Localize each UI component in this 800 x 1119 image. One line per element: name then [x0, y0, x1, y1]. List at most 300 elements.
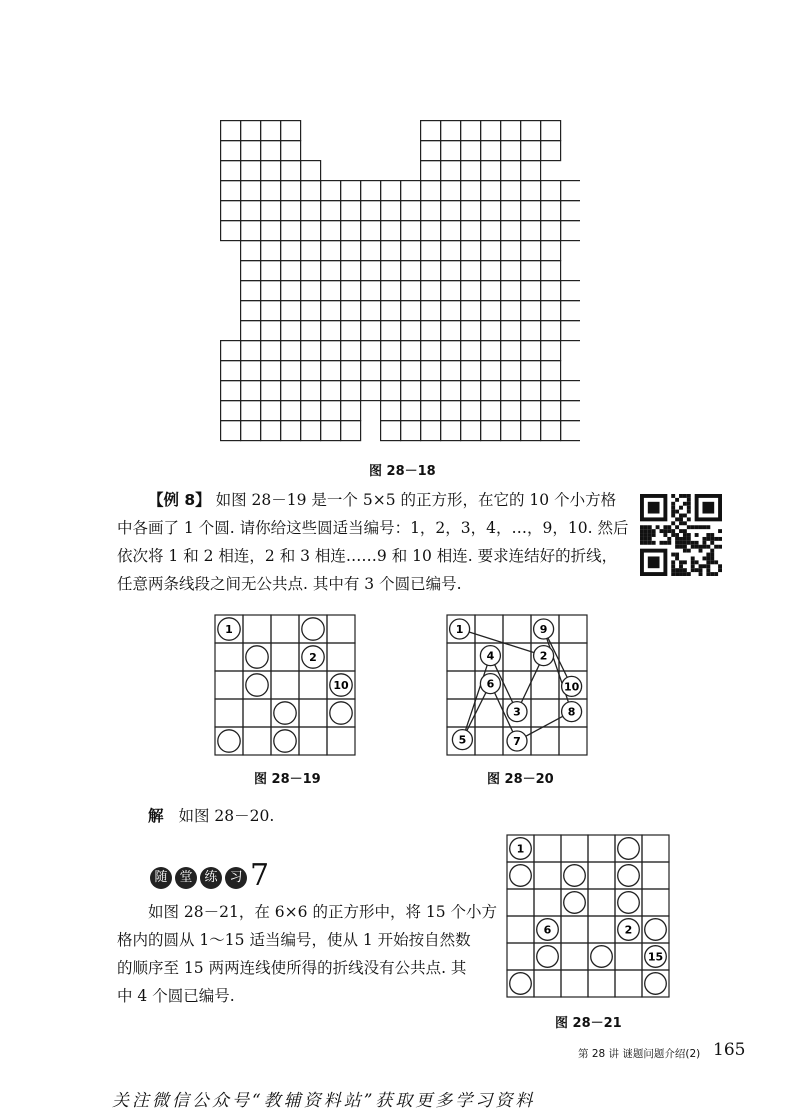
grid-cell	[507, 916, 534, 943]
practice-number: 7	[250, 858, 270, 893]
grid-cell	[521, 341, 541, 361]
grid-cell	[503, 671, 531, 699]
grid-cell	[261, 301, 281, 321]
circle-number: 15	[647, 950, 664, 964]
grid-cell	[421, 361, 441, 381]
practice-badge-2: 堂	[175, 867, 197, 889]
grid-cell	[301, 181, 321, 201]
grid-cell	[481, 281, 501, 301]
circle-number: 4	[486, 649, 495, 663]
grid-cell	[381, 241, 401, 261]
grid-cell	[421, 321, 441, 341]
grid-cell	[261, 261, 281, 281]
grid-cell	[221, 381, 241, 401]
grid-cell	[361, 261, 381, 281]
grid-cell	[561, 201, 580, 221]
grid-cell	[301, 401, 321, 421]
grid-cell	[441, 341, 461, 361]
grid-cell	[261, 241, 281, 261]
grid-cell	[301, 301, 321, 321]
grid-cell	[561, 943, 588, 970]
practice-badge-1: 随	[150, 867, 172, 889]
grid-circle	[564, 892, 586, 914]
grid-cell	[481, 321, 501, 341]
grid-cell	[521, 181, 541, 201]
grid-cell	[561, 181, 580, 201]
grid-cell	[401, 361, 421, 381]
grid-cell	[559, 727, 587, 755]
grid-circle	[274, 730, 296, 752]
grid-cell	[361, 321, 381, 341]
practice-heading	[150, 858, 269, 893]
grid-circle	[591, 946, 613, 968]
grid-cell	[281, 241, 301, 261]
grid-cell	[401, 301, 421, 321]
grid-circle	[246, 646, 268, 668]
grid-cell	[381, 421, 401, 441]
grid-cell	[421, 261, 441, 281]
grid-cell	[441, 221, 461, 241]
circle-number: 1	[455, 623, 464, 636]
grid-cell	[501, 421, 521, 441]
grid-cell	[421, 381, 441, 401]
grid-cell	[521, 401, 541, 421]
grid-cell	[281, 301, 301, 321]
grid-cell	[521, 321, 541, 341]
grid-cell	[381, 401, 401, 421]
grid-cell	[341, 361, 361, 381]
grid-cell	[261, 321, 281, 341]
grid-circle	[645, 919, 667, 941]
grid-cell	[642, 862, 669, 889]
grid-cell	[521, 421, 541, 441]
circle-number: 6	[486, 677, 495, 691]
grid-cell	[461, 221, 481, 241]
grid-cell	[321, 261, 341, 281]
grid-cell	[241, 121, 261, 141]
grid-cell	[421, 121, 441, 141]
grid-cell	[561, 401, 580, 421]
footer-chapter: 第 28 讲 谜题问题介绍(2)	[578, 1048, 701, 1060]
grid-cell	[441, 181, 461, 201]
grid-cell	[561, 835, 588, 862]
grid-cell	[241, 321, 261, 341]
grid-cell	[243, 699, 271, 727]
example-line-4: 任意两条线段之间无公共点. 其中有 3 个圆已编号.	[117, 575, 462, 593]
grid-cell	[501, 241, 521, 261]
grid-cell	[361, 181, 381, 201]
grid-cell	[421, 201, 441, 221]
practice-badge-4: 习	[225, 867, 247, 889]
grid-cell	[481, 201, 501, 221]
grid-cell	[481, 421, 501, 441]
grid-cell	[615, 943, 642, 970]
grid-cell	[215, 699, 243, 727]
grid-cell	[441, 401, 461, 421]
grid-cell	[461, 141, 481, 161]
grid-cell	[461, 121, 481, 141]
grid-cell	[361, 201, 381, 221]
grid-cell	[301, 261, 321, 281]
grid-cell	[541, 421, 561, 441]
grid-cell	[481, 241, 501, 261]
grid-cell	[447, 643, 475, 671]
grid-cell	[327, 615, 355, 643]
grid-cell	[261, 361, 281, 381]
grid-cell	[461, 261, 481, 281]
grid-cell	[381, 261, 401, 281]
grid-cell	[441, 201, 461, 221]
grid-cell	[381, 221, 401, 241]
grid-cell	[441, 421, 461, 441]
grid-cell	[361, 281, 381, 301]
grid-cell	[461, 381, 481, 401]
grid-cell	[441, 161, 461, 181]
grid-cell	[461, 241, 481, 261]
grid-cell	[327, 643, 355, 671]
grid-cell	[341, 201, 361, 221]
grid-cell	[243, 727, 271, 755]
circle-number: 2	[539, 649, 548, 663]
grid-cell	[507, 943, 534, 970]
grid-cell	[441, 241, 461, 261]
circle-number: 5	[458, 733, 467, 747]
grid-cell	[281, 221, 301, 241]
grid-cell	[441, 321, 461, 341]
grid-cell	[401, 201, 421, 221]
grid-cell	[531, 699, 559, 727]
grid-cell	[588, 862, 615, 889]
grid-circle	[302, 618, 324, 640]
grid-cell	[588, 916, 615, 943]
grid-cell	[241, 161, 261, 181]
grid-cell	[541, 301, 561, 321]
grid-cell	[271, 615, 299, 643]
grid-cell	[521, 121, 541, 141]
grid-cell	[221, 201, 241, 221]
grid-cell	[534, 889, 561, 916]
grid-cell	[421, 141, 441, 161]
practice-badge-3: 练	[200, 867, 222, 889]
solution-label: 解	[148, 807, 164, 825]
grid-cell	[321, 281, 341, 301]
grid-cell	[521, 261, 541, 281]
page-number: 165	[713, 1040, 746, 1060]
grid-cell	[261, 381, 281, 401]
grid-circle	[510, 865, 532, 887]
grid-cell	[441, 301, 461, 321]
grid-cell	[642, 889, 669, 916]
grid-cell	[341, 281, 361, 301]
grid-circle	[274, 702, 296, 724]
grid-cell	[261, 281, 281, 301]
grid-cell	[241, 261, 261, 281]
grid-cell	[481, 361, 501, 381]
grid-cell	[321, 241, 341, 261]
grid-cell	[461, 181, 481, 201]
grid-cell	[221, 341, 241, 361]
grid-cell	[541, 321, 561, 341]
grid-cell	[541, 181, 561, 201]
practice-line-4: 中 4 个圆已编号.	[117, 987, 235, 1005]
grid-cell	[221, 121, 241, 141]
grid-cell	[481, 161, 501, 181]
grid-cell	[261, 141, 281, 161]
grid-cell	[321, 301, 341, 321]
grid-cell	[421, 181, 441, 201]
grid-cell	[241, 401, 261, 421]
grid-cell	[421, 401, 441, 421]
grid-cell	[241, 421, 261, 441]
grid-cell	[501, 381, 521, 401]
grid-cell	[381, 361, 401, 381]
grid-cell	[447, 671, 475, 699]
grid-cell	[481, 261, 501, 281]
grid-cell	[361, 221, 381, 241]
grid-cell	[243, 615, 271, 643]
grid-cell	[461, 361, 481, 381]
grid-cell	[481, 121, 501, 141]
grid-cell	[481, 381, 501, 401]
grid-cell	[261, 161, 281, 181]
grid-cell	[534, 835, 561, 862]
grid-cell	[521, 301, 541, 321]
grid-cell	[481, 141, 501, 161]
circle-number: 10	[333, 679, 349, 692]
grid-cell	[541, 341, 561, 361]
grid-cell	[341, 301, 361, 321]
grid-cell	[381, 321, 401, 341]
grid-cell	[501, 401, 521, 421]
grid-cell	[481, 401, 501, 421]
grid-cell	[321, 321, 341, 341]
figure-28-21-grid	[506, 834, 670, 998]
grid-cell	[531, 671, 559, 699]
grid-cell	[361, 241, 381, 261]
grid-cell	[501, 141, 521, 161]
grid-cell	[271, 671, 299, 699]
grid-cell	[261, 421, 281, 441]
grid-cell	[341, 401, 361, 421]
grid-circle	[618, 838, 640, 860]
grid-cell	[541, 241, 561, 261]
grid-cell	[281, 121, 301, 141]
grid-cell	[421, 341, 441, 361]
grid-cell	[401, 261, 421, 281]
circle-number: 9	[539, 623, 548, 636]
grid-cell	[501, 281, 521, 301]
grid-circle	[218, 730, 240, 752]
figure-28-20-caption: 图 28－20	[487, 772, 554, 787]
grid-cell	[642, 835, 669, 862]
grid-cell	[541, 261, 561, 281]
grid-cell	[281, 321, 301, 341]
watermark-text: 关注微信公众号“教辅资料站”获取更多学习资料	[112, 1091, 536, 1111]
grid-cell	[401, 421, 421, 441]
grid-cell	[541, 221, 561, 241]
solution-line	[148, 802, 274, 830]
grid-cell	[221, 181, 241, 201]
grid-cell	[461, 321, 481, 341]
grid-cell	[299, 671, 327, 699]
practice-line-1: 如图 28－21，在 6×6 的正方形中，将 15 个小方	[148, 903, 498, 921]
grid-cell	[421, 421, 441, 441]
grid-cell	[441, 261, 461, 281]
grid-cell	[341, 421, 361, 441]
circle-number: 2	[624, 923, 633, 937]
grid-circle	[537, 946, 559, 968]
grid-cell	[301, 281, 321, 301]
grid-cell	[299, 699, 327, 727]
grid-cell	[241, 301, 261, 321]
grid-cell	[481, 221, 501, 241]
grid-cell	[541, 201, 561, 221]
grid-cell	[521, 361, 541, 381]
grid-cell	[301, 161, 321, 181]
grid-cell	[501, 201, 521, 221]
practice-line-3: 的顺序至 15 两两连线使所得的折线没有公共点. 其	[117, 959, 467, 977]
grid-cell	[341, 321, 361, 341]
grid-cell	[461, 401, 481, 421]
grid-cell	[301, 381, 321, 401]
example-line-2: 中各画了 1 个圆. 请你给这些圆适当编号：1，2，3，4，…，9，10. 然后	[117, 519, 629, 537]
grid-cell	[381, 341, 401, 361]
figure-28-21-caption: 图 28－21	[555, 1016, 622, 1031]
grid-cell	[301, 341, 321, 361]
grid-cell	[561, 970, 588, 997]
grid-cell	[321, 361, 341, 381]
grid-cell	[501, 321, 521, 341]
grid-cell	[501, 221, 521, 241]
grid-cell	[461, 421, 481, 441]
grid-cell	[521, 221, 541, 241]
circle-number: 1	[516, 842, 525, 856]
grid-cell	[281, 161, 301, 181]
grid-cell	[421, 241, 441, 261]
grid-cell	[534, 862, 561, 889]
grid-cell	[241, 141, 261, 161]
grid-cell	[521, 281, 541, 301]
grid-circle	[618, 865, 640, 887]
grid-cell	[321, 341, 341, 361]
grid-cell	[559, 615, 587, 643]
grid-cell	[421, 161, 441, 181]
grid-cell	[341, 241, 361, 261]
grid-cell	[588, 889, 615, 916]
grid-cell	[381, 381, 401, 401]
grid-cell	[588, 835, 615, 862]
grid-cell	[321, 421, 341, 441]
grid-cell	[401, 241, 421, 261]
circle-number: 3	[513, 705, 521, 719]
grid-cell	[481, 341, 501, 361]
qr-code-image	[640, 494, 722, 576]
grid-cell	[261, 341, 281, 361]
grid-cell	[215, 643, 243, 671]
connecting-polyline	[460, 629, 572, 741]
grid-cell	[421, 281, 441, 301]
grid-cell	[281, 401, 301, 421]
grid-cell	[241, 381, 261, 401]
example-line-1: 【例 8】 如图 28－19 是一个 5×5 的正方形，在它的 10 个小方格	[148, 491, 617, 509]
grid-cell	[461, 301, 481, 321]
grid-cell	[281, 361, 301, 381]
circle-number: 10	[563, 680, 580, 694]
grid-cell	[361, 341, 381, 361]
grid-cell	[507, 889, 534, 916]
grid-cell	[481, 301, 501, 321]
grid-cell	[534, 970, 561, 997]
grid-cell	[361, 361, 381, 381]
figure-28-18-grid	[220, 120, 580, 452]
grid-cell	[299, 727, 327, 755]
grid-cell	[301, 221, 321, 241]
grid-cell	[281, 181, 301, 201]
grid-cell	[321, 221, 341, 241]
grid-cell	[321, 181, 341, 201]
grid-cell	[241, 341, 261, 361]
grid-cell	[421, 221, 441, 241]
grid-cell	[261, 401, 281, 421]
grid-cell	[221, 421, 241, 441]
grid-cell	[261, 121, 281, 141]
practice-line-2: 格内的圆从 1～15 适当编号，使从 1 开始按自然数	[117, 931, 471, 949]
grid-cell	[441, 121, 461, 141]
grid-cell	[241, 181, 261, 201]
grid-cell	[301, 321, 321, 341]
grid-cell	[561, 381, 580, 401]
grid-cell	[501, 121, 521, 141]
grid-cell	[541, 401, 561, 421]
grid-cell	[501, 301, 521, 321]
grid-cell	[241, 221, 261, 241]
grid-cell	[281, 341, 301, 361]
grid-circle	[564, 865, 586, 887]
grid-cell	[501, 361, 521, 381]
grid-cell	[281, 281, 301, 301]
grid-cell	[401, 401, 421, 421]
grid-cell	[503, 615, 531, 643]
figure-28-18-caption: 图 28－18	[369, 464, 436, 479]
grid-circle	[510, 973, 532, 995]
grid-cell	[361, 301, 381, 321]
grid-cell	[588, 970, 615, 997]
grid-cell	[301, 201, 321, 221]
grid-cell	[341, 221, 361, 241]
grid-circle	[618, 892, 640, 914]
grid-cell	[401, 381, 421, 401]
grid-cell	[561, 421, 580, 441]
grid-cell	[501, 181, 521, 201]
grid-cell	[615, 970, 642, 997]
grid-cell	[541, 141, 561, 161]
grid-circle	[246, 674, 268, 696]
circle-number: 7	[513, 735, 521, 748]
grid-cell	[541, 381, 561, 401]
grid-cell	[381, 281, 401, 301]
grid-cell	[541, 361, 561, 381]
grid-cell	[341, 181, 361, 201]
grid-cell	[475, 727, 503, 755]
grid-cell	[401, 181, 421, 201]
grid-cell	[281, 261, 301, 281]
grid-circle	[330, 702, 352, 724]
grid-cell	[401, 341, 421, 361]
circle-number: 6	[543, 923, 552, 937]
grid-cell	[241, 241, 261, 261]
grid-cell	[301, 361, 321, 381]
grid-cell	[241, 201, 261, 221]
